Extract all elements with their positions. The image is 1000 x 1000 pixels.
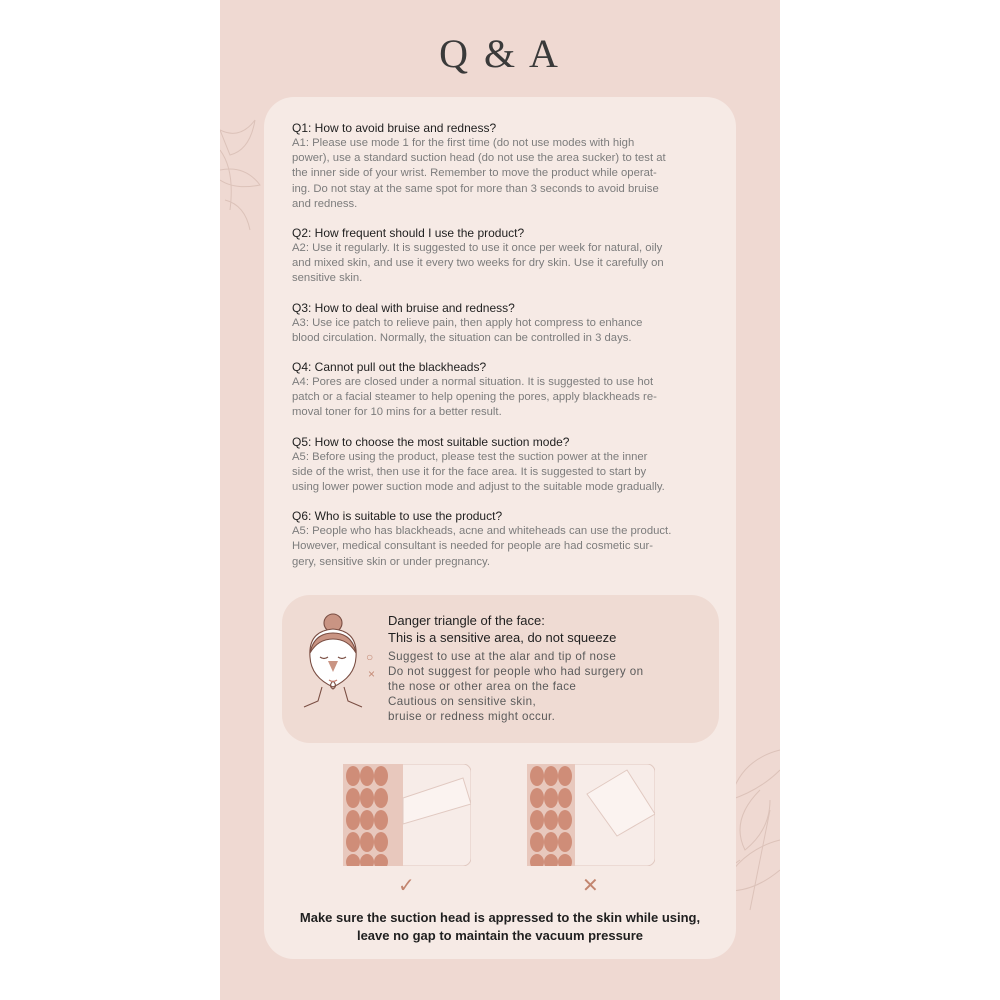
circle-icon: ○ xyxy=(366,650,374,664)
danger-list: Suggest to use at the alar and tip of nose Do not suggest for people who had surgery on the nose or other area on the face Cautious on sensitive skin, bruise or redness might occur. xyxy=(388,650,644,723)
question: Q4: Cannot pull out the blackheads? xyxy=(292,360,487,375)
answer: A1: Please use mode 1 for the first time (do not use modes with high power), use a standard suction head (do not use the area sucker) to test at the inner side of your wrist. Remember to move the product while operat- ing. Do not stay at the same spot for more than 3 seconds to avoid bruise and redness. xyxy=(292,137,666,210)
qa-item xyxy=(292,121,712,212)
question: Q3: How to deal with bruise and redness? xyxy=(292,300,515,315)
danger-heading: Danger triangle of the face: This is a sensitive area, do not squeeze xyxy=(388,613,617,645)
incorrect-usage-image xyxy=(527,764,655,866)
question: Q2: How frequent should I use the product? xyxy=(292,226,525,241)
answer: A3: Use ice patch to relieve pain, then apply hot compress to enhance blood circulation. Normally, the situation can be controlled in 3 days. xyxy=(292,316,643,344)
qa-item xyxy=(292,226,712,287)
question: Q5: How to choose the most suitable suction mode? xyxy=(292,434,570,449)
page-panel xyxy=(220,0,780,1000)
bottom-note: Make sure the suction head is appressed to the skin while using, leave no gap to maintain the vacuum pressure xyxy=(299,910,701,943)
answer: A2: Use it regularly. It is suggested to use it once per week for natural, oily and mixed skin, and use it every two weeks for dry skin. Use it carefully on sensitive skin. xyxy=(292,242,664,285)
content-card xyxy=(264,97,736,959)
face-icon xyxy=(298,609,368,709)
correct-usage-image xyxy=(343,764,471,866)
qa-list xyxy=(292,121,712,584)
answer: A5: People who has blackheads, acne and whiteheads can use the product. However, medical consultant is needed for people are had cosmetic sur- gery, sensitive skin or under pregnancy. xyxy=(292,525,672,568)
question: Q6: Who is suitable to use the product? xyxy=(292,509,503,524)
page-title: Q & A xyxy=(439,31,561,76)
question: Q1: How to avoid bruise and redness? xyxy=(292,121,497,135)
check-icon: ✓ xyxy=(398,875,415,897)
qa-item xyxy=(292,509,712,570)
answer: A4: Pores are closed under a normal situation. It is suggested to use hot patch or a facial steamer to help opening the pores, apply blackheads re- moval toner for 10 mins for a better result. xyxy=(292,376,657,419)
cross-icon: × xyxy=(368,667,376,681)
answer: A5: Before using the product, please test the suction power at the inner side of the wrist, then use it for the face area. It is suggested to start by using lower power suction mode and adjust to the suitable mode gradually. xyxy=(292,450,665,494)
qa-item xyxy=(292,301,712,346)
qa-item xyxy=(292,360,712,421)
x-icon: ✕ xyxy=(582,875,599,897)
floral-icon xyxy=(220,110,270,240)
qa-item xyxy=(292,435,712,496)
danger-triangle-box xyxy=(282,595,719,743)
